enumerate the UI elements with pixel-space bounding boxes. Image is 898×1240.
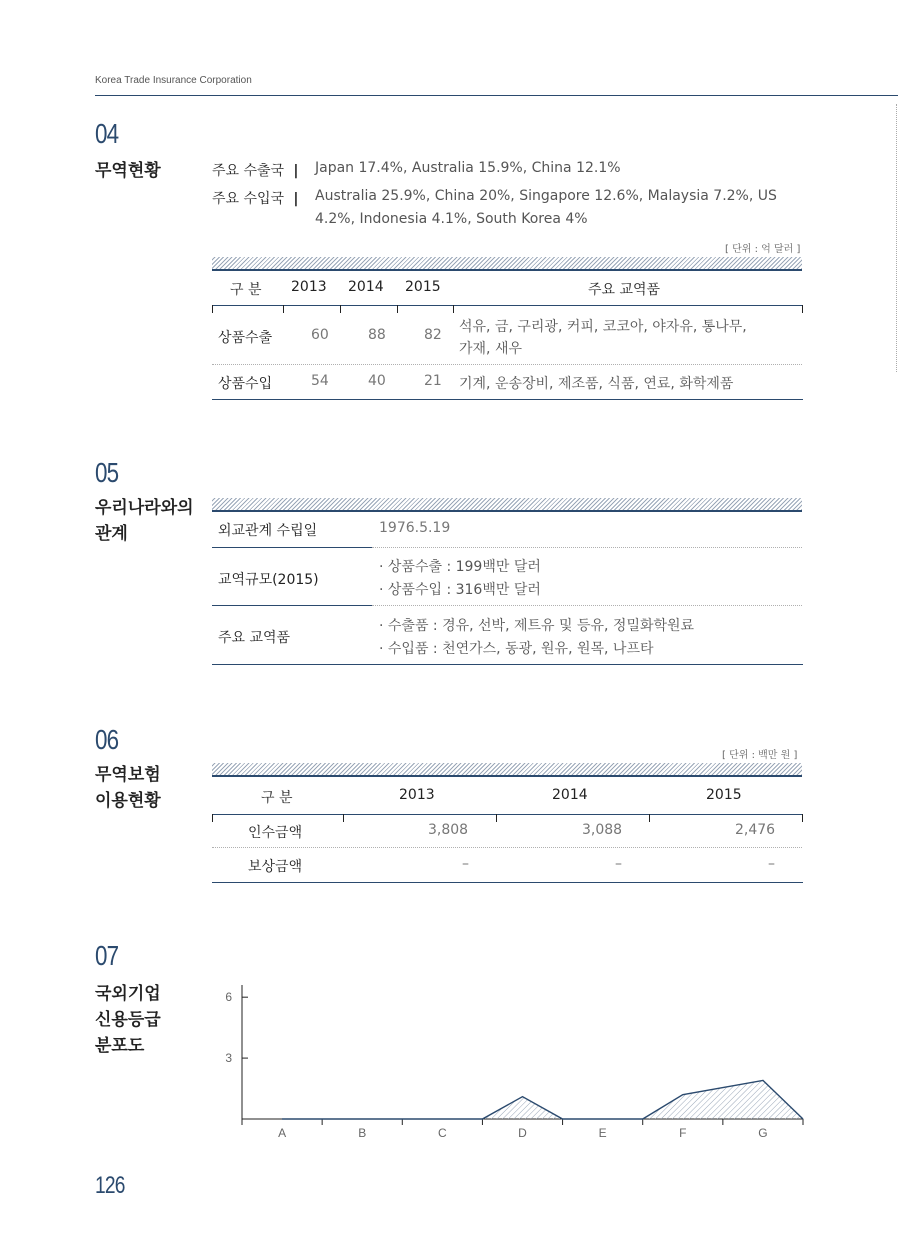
col-header-2014: 2014 [348, 279, 384, 295]
relations-top-hatch [212, 498, 802, 512]
insurance-bottom-line [212, 882, 803, 883]
table-bottom-line [212, 399, 803, 400]
credit-rating-chart [200, 980, 820, 1150]
column-tick [496, 814, 497, 822]
x-tick-label: D [518, 1126, 527, 1140]
export-label-text: 주요 수출국 [212, 163, 285, 179]
insurance-row-claims-2013: – [462, 856, 469, 872]
area-fill [242, 1080, 803, 1119]
insurance-row-underwriting-label: 인수금액 [248, 825, 303, 841]
section-06-title [95, 762, 161, 814]
col-header-items: 주요 교역품 [588, 282, 661, 298]
row-divider [372, 605, 802, 606]
import-countries-label [212, 188, 299, 208]
import-label-text: 주요 수입국 [212, 191, 285, 207]
section-07-number: 07 [95, 940, 119, 971]
x-tick-label: C [438, 1126, 447, 1140]
relations-value-imports: · 상품수입 : 316백만 달러 [379, 582, 541, 598]
section-05-title-line2: 관계 [95, 524, 128, 544]
row-export-2015: 82 [424, 327, 442, 343]
relations-value-exports: · 상품수출 : 199백만 달러 [379, 559, 541, 575]
section-05-title [95, 495, 194, 547]
col-header-2015: 2015 [405, 279, 441, 295]
row-import-2013: 54 [311, 373, 329, 389]
relations-label-diplomatic: 외교관계 수립일 [218, 523, 318, 539]
column-tick [453, 305, 454, 313]
column-tick [397, 305, 398, 313]
x-tick-label: A [278, 1126, 287, 1140]
column-tick [343, 814, 344, 822]
relations-label-trade-volume: 교역규모(2015) [218, 572, 319, 588]
column-tick [212, 305, 213, 313]
export-countries-value: Japan 17.4%, Australia 15.9%, China 12.1% [315, 160, 621, 176]
section-04-title [95, 158, 161, 184]
relations-label-trade-items: 주요 교역품 [218, 630, 291, 646]
page-number: 126 [95, 1172, 125, 1199]
x-tick-label: E [598, 1126, 607, 1140]
x-tick-label: B [358, 1126, 367, 1140]
separator-bar: | [288, 163, 299, 179]
relations-value-import-items: · 수입품 : 천연가스, 동광, 원유, 원목, 나프타 [379, 641, 654, 657]
y-tick-label: 6 [225, 990, 232, 1005]
section-07-title-line3: 분포도 [95, 1036, 145, 1056]
column-tick [802, 814, 803, 822]
insurance-row-underwriting-2013: 3,808 [428, 822, 469, 838]
section-05-title-line1: 우리나라와의 [95, 498, 194, 518]
relations-value-export-items: · 수출품 : 경유, 선박, 제트유 및 등유, 정밀화학원료 [379, 618, 695, 634]
row-import-label: 상품수입 [218, 376, 273, 392]
col-header-category: 구 분 [230, 282, 262, 298]
insurance-header-divider [212, 814, 803, 815]
row-import-items: 기계, 운송장비, 제조품, 식품, 연료, 화학제품 [459, 376, 734, 392]
insurance-col-2013: 2013 [399, 787, 435, 803]
unit-label: [ 단위 : 백만 원 ] [722, 750, 798, 761]
relations-value-diplomatic: 1976.5.19 [379, 520, 451, 536]
row-divider [212, 847, 802, 848]
separator-bar: | [288, 191, 299, 207]
row-import-2015: 21 [424, 373, 442, 389]
section-05-number: 05 [95, 457, 119, 488]
insurance-row-claims-2014: – [615, 856, 622, 872]
section-06-number: 06 [95, 724, 119, 755]
column-tick [283, 305, 284, 313]
import-countries-value-line1: Australia 25.9%, China 20%, Singapore 12.6%, Malaysia 7.2%, US [315, 188, 777, 204]
section-06-title-line1: 무역보험 [95, 765, 161, 785]
column-tick [802, 305, 803, 313]
insurance-row-claims-2015: – [768, 856, 775, 872]
import-countries-value-line2: 4.2%, Indonesia 4.1%, South Korea 4% [315, 211, 588, 227]
column-tick [340, 305, 341, 313]
row-export-label: 상품수출 [218, 330, 273, 346]
unit-label: [ 단위 : 억 달러 ] [725, 244, 801, 255]
y-tick-label: 3 [225, 1051, 232, 1066]
insurance-row-claims-label: 보상금액 [248, 859, 303, 875]
column-tick [212, 814, 213, 822]
col-header-2013: 2013 [291, 279, 327, 295]
side-dotted-line [896, 104, 897, 372]
row-divider [372, 547, 802, 548]
section-04-number: 04 [95, 118, 119, 149]
label-col-divider [212, 605, 372, 606]
table-header-divider [212, 305, 803, 306]
row-export-2014: 88 [368, 327, 386, 343]
section-04-title-text: 무역현황 [95, 161, 161, 181]
row-divider [212, 364, 802, 365]
insurance-col-2015: 2015 [706, 787, 742, 803]
x-tick-label: F [679, 1126, 687, 1140]
section-07-title-line2: 신용등급 [95, 1010, 161, 1030]
export-countries-label [212, 160, 299, 180]
row-export-items-line2: 가재, 새우 [459, 341, 522, 357]
x-tick-label: G [758, 1126, 768, 1140]
row-export-items-line1: 석유, 금, 구리광, 커피, 코코아, 야자유, 통나무, [459, 319, 747, 335]
corporation-name: Korea Trade Insurance Corporation [95, 75, 252, 86]
section-06-title-line2: 이용현황 [95, 791, 161, 811]
insurance-top-hatch [212, 763, 802, 777]
insurance-row-underwriting-2015: 2,476 [735, 822, 776, 838]
header-divider [95, 95, 898, 96]
insurance-row-underwriting-2014: 3,088 [582, 822, 623, 838]
column-tick [649, 814, 650, 822]
insurance-col-2014: 2014 [552, 787, 588, 803]
insurance-col-category: 구 분 [261, 790, 293, 806]
table-top-hatch [212, 257, 802, 271]
row-import-2014: 40 [368, 373, 386, 389]
label-col-divider [212, 547, 372, 548]
relations-bottom-line [212, 664, 803, 665]
section-07-title-line1: 국외기업 [95, 984, 161, 1004]
section-07-title [95, 981, 161, 1059]
row-export-2013: 60 [311, 327, 329, 343]
